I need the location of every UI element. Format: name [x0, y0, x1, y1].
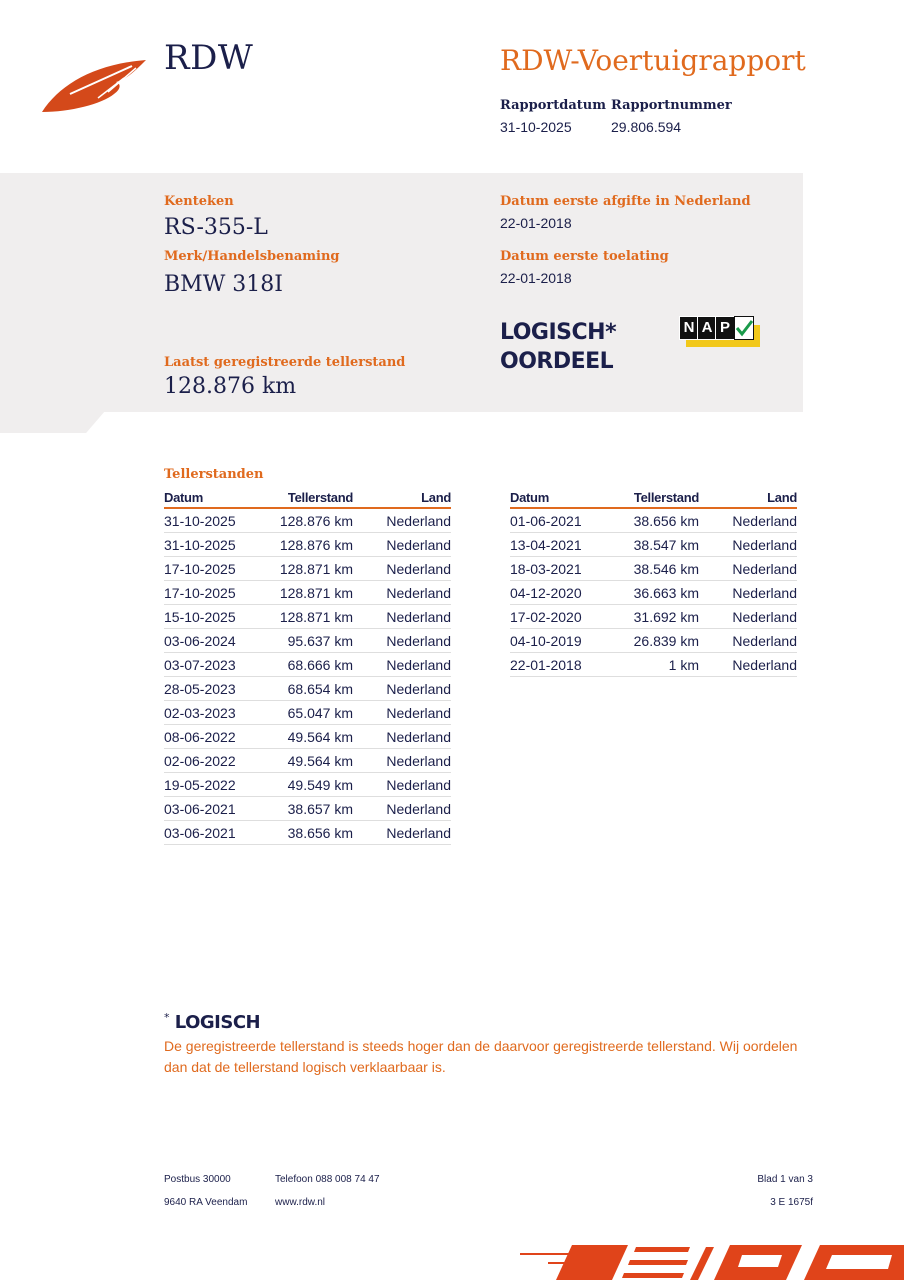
- cell-reading: 128.871 km: [274, 557, 353, 581]
- col-country-header: Land: [353, 487, 451, 508]
- cell-country: Nederland: [353, 581, 451, 605]
- cell-date: 17-10-2025: [164, 581, 274, 605]
- report-title: RDW-Voertuigrapport: [500, 44, 806, 77]
- table-row: [164, 749, 451, 773]
- cell-country: Nederland: [699, 557, 797, 581]
- rdw-logo-icon: [40, 54, 150, 116]
- cell-reading: 31.692 km: [620, 605, 699, 629]
- footer-address-line-2: 9640 RA Veendam: [164, 1197, 248, 1208]
- cell-country: Nederland: [353, 797, 451, 821]
- cell-reading: 128.871 km: [274, 581, 353, 605]
- table-row: [164, 653, 451, 677]
- first-admission-label: Datum eerste toelating: [500, 249, 669, 264]
- cell-country: Nederland: [353, 508, 451, 533]
- cell-country: Nederland: [353, 533, 451, 557]
- verdict-line-2: OORDEEL: [500, 349, 614, 374]
- nap-letter: A: [697, 316, 717, 340]
- cell-reading: 38.546 km: [620, 557, 699, 581]
- nap-letter: N: [679, 316, 699, 340]
- cell-date: 22-01-2018: [510, 653, 620, 677]
- cell-date: 28-05-2023: [164, 677, 274, 701]
- cell-reading: 38.656 km: [620, 508, 699, 533]
- cell-date: 03-07-2023: [164, 653, 274, 677]
- table-row: [164, 725, 451, 749]
- table-row: [510, 605, 797, 629]
- table-row: [510, 581, 797, 605]
- footer-phone: Telefoon 088 008 74 47: [275, 1174, 380, 1185]
- table-row: [164, 677, 451, 701]
- cell-date: 04-10-2019: [510, 629, 620, 653]
- first-issue-value: 22-01-2018: [500, 215, 572, 231]
- col-reading-header: Tellerstand: [620, 487, 699, 508]
- report-date: 31-10-2025: [500, 119, 572, 135]
- odometer-value: 128.876 km: [164, 374, 297, 399]
- cell-country: Nederland: [699, 508, 797, 533]
- table-row: [164, 797, 451, 821]
- odometer-label: Laatst geregistreerde tellerstand: [164, 355, 406, 370]
- brand-name: RDW: [164, 38, 254, 78]
- table-row: [510, 557, 797, 581]
- cell-reading: 68.654 km: [274, 677, 353, 701]
- col-date-header: Datum: [510, 487, 620, 508]
- footnote-title-text: LOGISCH: [174, 1012, 261, 1033]
- report-number-label: Rapportnummer: [611, 98, 732, 113]
- footnote-text: De geregistreerde tellerstand is steeds hoger dan de daarvoor geregistreerde tellerstand. Wij oordelen dan dat de tellerstand logisch verklaarbaar is.: [164, 1038, 798, 1075]
- verdict: [500, 318, 616, 376]
- readings-table-right: [510, 487, 797, 677]
- nap-badge: [678, 314, 760, 348]
- table-row: [164, 773, 451, 797]
- cell-date: 17-10-2025: [164, 557, 274, 581]
- first-admission-value: 22-01-2018: [500, 270, 572, 286]
- plate-value: RS-355-L: [164, 215, 268, 240]
- table-header-row: [164, 487, 451, 508]
- make-value: BMW 318I: [164, 272, 283, 297]
- cell-country: Nederland: [353, 749, 451, 773]
- plate-label: Kenteken: [164, 194, 234, 209]
- table-row: [510, 533, 797, 557]
- table-row: [164, 701, 451, 725]
- cell-reading: 1 km: [620, 653, 699, 677]
- cell-date: 17-02-2020: [510, 605, 620, 629]
- cell-date: 02-06-2022: [164, 749, 274, 773]
- table-row: [164, 821, 451, 845]
- cell-country: Nederland: [699, 605, 797, 629]
- cell-reading: 49.564 km: [274, 725, 353, 749]
- cell-country: Nederland: [353, 821, 451, 845]
- cell-reading: 128.876 km: [274, 508, 353, 533]
- table-row: [510, 629, 797, 653]
- table-row: [164, 581, 451, 605]
- cell-country: Nederland: [353, 725, 451, 749]
- col-date-header: Datum: [164, 487, 274, 508]
- cell-date: 02-03-2023: [164, 701, 274, 725]
- footer-website[interactable]: www.rdw.nl: [275, 1197, 326, 1208]
- cell-country: Nederland: [353, 677, 451, 701]
- verdict-line-1: LOGISCH*: [500, 320, 617, 345]
- footnote-title: [164, 1011, 260, 1033]
- report-number: 29.806.594: [611, 119, 682, 135]
- make-label: Merk/Handelsbenaming: [164, 249, 340, 264]
- cell-date: 03-06-2021: [164, 797, 274, 821]
- cell-date: 03-06-2024: [164, 629, 274, 653]
- table-row: [164, 508, 451, 533]
- cell-date: 15-10-2025: [164, 605, 274, 629]
- cell-reading: 38.547 km: [620, 533, 699, 557]
- cell-date: 04-12-2020: [510, 581, 620, 605]
- cell-reading: 65.047 km: [274, 701, 353, 725]
- table-row: [164, 557, 451, 581]
- check-icon: [734, 316, 754, 340]
- cell-reading: 128.876 km: [274, 533, 353, 557]
- cell-reading: 128.871 km: [274, 605, 353, 629]
- cell-date: 08-06-2022: [164, 725, 274, 749]
- cell-country: Nederland: [353, 701, 451, 725]
- cell-reading: 26.839 km: [620, 629, 699, 653]
- cell-country: Nederland: [699, 533, 797, 557]
- first-issue-label: Datum eerste afgifte in Nederland: [500, 194, 751, 209]
- cell-country: Nederland: [353, 773, 451, 797]
- table-row: [164, 605, 451, 629]
- cell-date: 31-10-2025: [164, 533, 274, 557]
- cell-date: 13-04-2021: [510, 533, 620, 557]
- cell-reading: 95.637 km: [274, 629, 353, 653]
- table-row: [164, 629, 451, 653]
- table-row: [510, 653, 797, 677]
- cell-reading: 49.549 km: [274, 773, 353, 797]
- col-country-header: Land: [699, 487, 797, 508]
- footnote-marker: *: [164, 1011, 169, 1024]
- cell-date: 01-06-2021: [510, 508, 620, 533]
- cell-reading: 68.666 km: [274, 653, 353, 677]
- cell-country: Nederland: [353, 653, 451, 677]
- cell-reading: 38.657 km: [274, 797, 353, 821]
- cell-country: Nederland: [699, 653, 797, 677]
- cell-reading: 36.663 km: [620, 581, 699, 605]
- cell-country: Nederland: [699, 629, 797, 653]
- footer-page-number: Blad 1 van 3: [757, 1174, 813, 1185]
- table-header-row: [510, 487, 797, 508]
- summary-panel-tab: [0, 411, 105, 433]
- cell-reading: 38.656 km: [274, 821, 353, 845]
- cell-date: 19-05-2022: [164, 773, 274, 797]
- cell-country: Nederland: [353, 629, 451, 653]
- readings-title: Tellerstanden: [164, 467, 264, 482]
- table-row: [164, 533, 451, 557]
- col-reading-header: Tellerstand: [274, 487, 353, 508]
- footer-doc-code: 3 E 1675f: [770, 1197, 813, 1208]
- cell-reading: 49.564 km: [274, 749, 353, 773]
- footer-stripes-icon: [520, 1243, 904, 1280]
- cell-country: Nederland: [699, 581, 797, 605]
- footer-address-line-1: Postbus 30000: [164, 1174, 231, 1185]
- table-row: [510, 508, 797, 533]
- cell-country: Nederland: [353, 557, 451, 581]
- cell-date: 31-10-2025: [164, 508, 274, 533]
- cell-date: 03-06-2021: [164, 821, 274, 845]
- cell-date: 18-03-2021: [510, 557, 620, 581]
- nap-letter: P: [715, 316, 735, 340]
- cell-country: Nederland: [353, 605, 451, 629]
- report-date-label: Rapportdatum: [500, 98, 606, 113]
- readings-table-left: [164, 487, 451, 845]
